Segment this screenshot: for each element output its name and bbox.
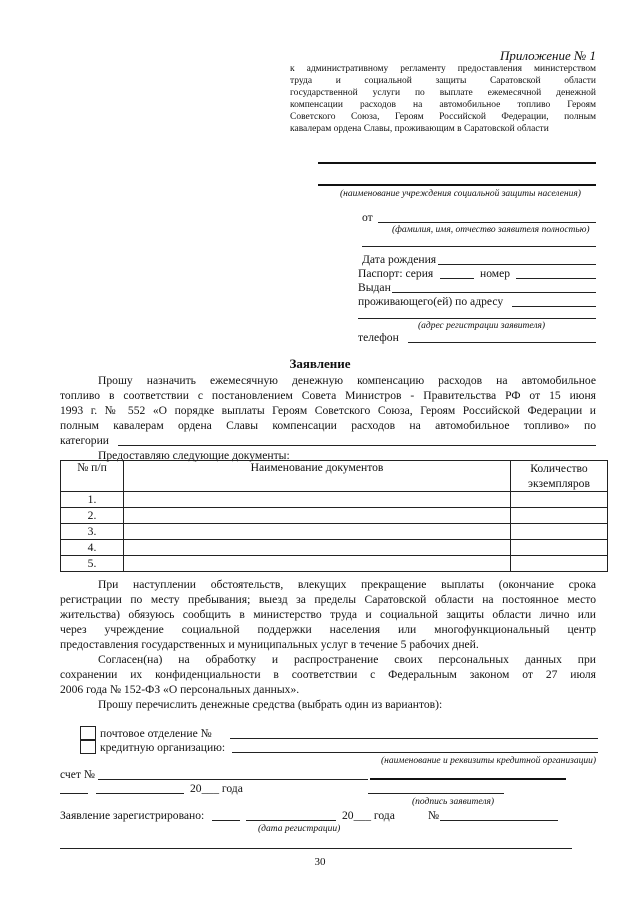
paragraph-line: полным кавалерам ордена Славы компенсации расходов на автомобильное топливо» по: [60, 419, 596, 432]
doc-count-cell[interactable]: [511, 492, 608, 508]
signature-caption: (подпись заявителя): [412, 797, 495, 807]
address-field-2[interactable]: [358, 318, 596, 319]
from-label: от: [362, 211, 373, 224]
col-docs-header: Наименование документов: [124, 461, 511, 492]
category-row: [60, 433, 596, 448]
reg-date-caption: (дата регистрации): [258, 824, 341, 834]
account-field-2[interactable]: [370, 778, 566, 780]
paragraph-line: 1993 г. № 552 «О порядке выплаты Героям Советского Союза, Героям Российской Федерации и: [60, 404, 596, 417]
paragraph-line: топливо в соответствии с постановлением Совета Министров - Правительства РФ от 15 июня: [60, 389, 596, 402]
row-number: 1.: [61, 492, 124, 508]
institution-line-2[interactable]: [318, 184, 596, 186]
account-field[interactable]: [98, 779, 368, 780]
row-number: 4.: [61, 540, 124, 556]
regulation-line: к административному регламенту предоставления министерством: [290, 64, 596, 74]
regulation-line: кавалерам ордена Славы, проживающим в Саратовской области: [290, 124, 549, 134]
col-count-line2: экземпляров: [528, 477, 590, 490]
day-field[interactable]: [60, 793, 88, 794]
paragraph-line: жительства) обязуюсь сообщить в министерство труда и социальной защиты области лично или: [60, 608, 596, 621]
regulation-line: государственной услуги по выплате ежемесячной денежной: [290, 88, 596, 98]
credit-org-caption: (наименование и реквизиты кредитной организации): [381, 756, 596, 766]
doc-count-cell[interactable]: [511, 556, 608, 572]
row-number: 5.: [61, 556, 124, 572]
paragraph-line: через учреждение социальной поддержки населения или многофункциональный центр: [60, 623, 596, 636]
docs-intro: Предоставляю следующие документы:: [98, 449, 290, 462]
birth-field[interactable]: [438, 264, 596, 265]
request-paragraph: [60, 373, 596, 463]
fio-field-2[interactable]: [362, 246, 596, 247]
issued-field[interactable]: [392, 292, 596, 293]
row-number: 3.: [61, 524, 124, 540]
paragraph-line: предоставления государственных и муниципальных услуг в течение 5 рабочих дней.: [60, 638, 479, 651]
regulation-reference: [290, 63, 596, 135]
table-row: [61, 492, 608, 508]
passport-series-field[interactable]: [440, 278, 474, 279]
paragraph-line: Прошу назначить ежемесячную денежную компенсацию расходов на автомобильное: [98, 374, 596, 387]
regulation-line: труда и социальной защиты Саратовской области: [290, 76, 596, 86]
documents-table: [60, 460, 608, 572]
table-row: [61, 524, 608, 540]
institution-caption: (наименование учреждения социальной защиты населения): [340, 189, 581, 199]
reg-year: 20___ года: [342, 809, 395, 822]
post-office-label: почтовое отделение №: [100, 727, 212, 740]
regulation-line: компенсации расходов на автомобильное топливо Героям: [290, 100, 596, 110]
col-count-line1: Количество: [530, 462, 588, 475]
month-field[interactable]: [96, 793, 184, 794]
doc-name-cell[interactable]: [124, 524, 511, 540]
address-label: проживающего(ей) по адресу: [358, 295, 504, 308]
doc-count-cell[interactable]: [511, 508, 608, 524]
doc-count-cell[interactable]: [511, 524, 608, 540]
paragraph-line: регистрации по месту пребывания; выезд за пределы Саратовской области на постоянное место: [60, 593, 596, 606]
col-count-header: [511, 461, 608, 492]
credit-org-label: кредитную организацию:: [100, 741, 226, 754]
category-label: категории: [60, 434, 109, 447]
account-label: счет №: [60, 768, 95, 781]
category-field[interactable]: [118, 445, 596, 446]
institution-line-1[interactable]: [318, 162, 596, 164]
address-field[interactable]: [512, 306, 596, 307]
table-row: [61, 540, 608, 556]
reg-month-field[interactable]: [246, 820, 336, 821]
post-office-field[interactable]: [230, 738, 598, 739]
registered-label: Заявление зарегистрировано:: [60, 809, 205, 822]
address-caption: (адрес регистрации заявителя): [418, 321, 546, 331]
col-number-header: № п/п: [61, 461, 124, 492]
doc-count-cell[interactable]: [511, 540, 608, 556]
doc-name-cell[interactable]: [124, 492, 511, 508]
document-title: Заявление: [289, 356, 351, 371]
appendix-label: Приложение № 1: [499, 48, 596, 63]
page-number: 30: [314, 856, 326, 868]
reg-number-field[interactable]: [440, 820, 558, 821]
phone-label: телефон: [358, 331, 399, 344]
paragraph-line: При наступлении обстоятельств, влекущих прекращение выплаты (окончание срока: [98, 578, 596, 591]
passport-number-field[interactable]: [516, 278, 596, 279]
obligation-paragraph: [60, 577, 596, 712]
fio-caption: (фамилия, имя, отчество заявителя полностью): [392, 225, 590, 235]
number-label: номер: [480, 267, 511, 280]
phone-field[interactable]: [408, 342, 596, 343]
bottom-line[interactable]: [60, 848, 572, 849]
regulation-line: Советского Союза, Героям Российской Федерации, полным: [290, 112, 596, 122]
date-year: 20___ года: [190, 782, 243, 795]
table-header-row: [61, 461, 608, 492]
credit-org-field[interactable]: [232, 752, 598, 753]
fio-field[interactable]: [378, 222, 596, 223]
table-row: [61, 556, 608, 572]
row-number: 2.: [61, 508, 124, 524]
post-office-checkbox[interactable]: [80, 726, 96, 740]
paragraph-line: 2006 года № 152-ФЗ «О персональных данных».: [60, 683, 300, 696]
issued-label: Выдан: [358, 281, 391, 294]
reg-number-label: №: [428, 809, 440, 822]
paragraph-line: сохранении их конфиденциальности в соответствии с Федеральным законом от 27 июля: [60, 668, 596, 681]
table-row: [61, 508, 608, 524]
paragraph-line: Согласен(на) на обработку и распространение своих персональных данных при: [98, 653, 596, 666]
birth-label: Дата рождения: [362, 253, 437, 266]
passport-label: Паспорт: серия: [358, 267, 434, 280]
credit-org-checkbox[interactable]: [80, 740, 96, 754]
doc-name-cell[interactable]: [124, 508, 511, 524]
reg-day-field[interactable]: [212, 820, 240, 821]
signature-field[interactable]: [368, 793, 504, 794]
transfer-intro: Прошу перечислить денежные средства (выбрать один из вариантов):: [98, 698, 443, 711]
doc-name-cell[interactable]: [124, 540, 511, 556]
doc-name-cell[interactable]: [124, 556, 511, 572]
